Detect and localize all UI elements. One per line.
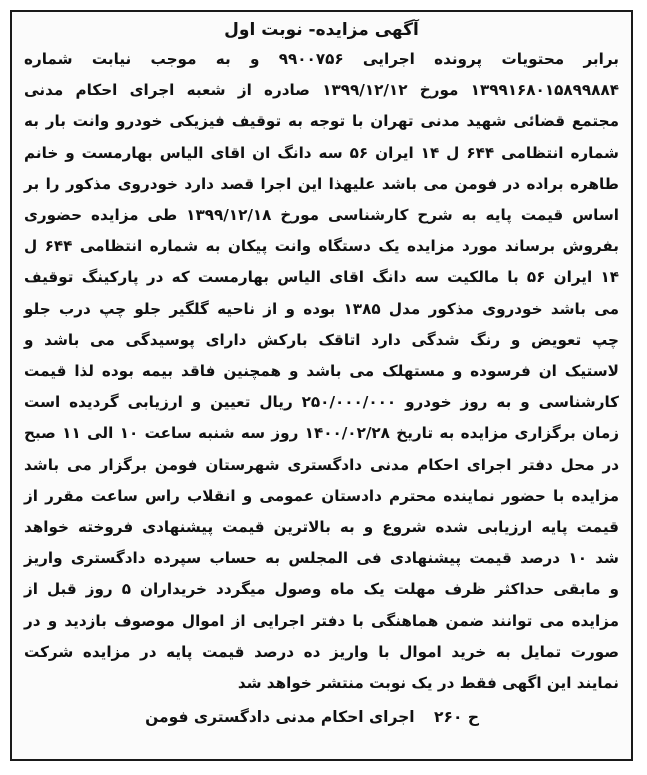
notice-signature (24, 705, 619, 729)
auction-notice (10, 10, 633, 761)
notice-line: مزایده می توانند ضمن هماهنگی با دفتر اجرایی از اموال موصوف بازدید و در (24, 611, 619, 630)
signature-issuer: اجرای احکام مدنی دادگستری فومن (145, 708, 415, 727)
notice-line: کارشناسی و به روز خودرو ۲۵۰/۰۰۰/۰۰۰ ریال تعیین و ارزیابی گردیده است (24, 393, 619, 412)
notice-title: آگهی مزایده- نوبت اول (224, 20, 419, 40)
notice-line: شد ۱۰ درصد قیمت پیشنهادی فی المجلس به حساب سپرده دادگستری واریز (24, 549, 619, 568)
notice-line: قیمت پایه ارزیابی شده شروع و به بالاترین قیمت پیشنهادی فروخته خواهد (24, 518, 619, 537)
notice-line: نمایند این اگهی فقط در یک نوبت منتشر خواهد شد (237, 674, 619, 693)
notice-line: ۱۳۹۹۱۶۸۰۱۵۸۹۹۸۸۴ مورخ ۱۳۹۹/۱۲/۱۲ صادره از شعبه اجرای احکام مدنی (24, 81, 619, 100)
notice-line: صورت تمایل به خرید اموال با واریز ده درصد قیمت پایه در مزایده شرکت (24, 642, 619, 661)
notice-line: برابر محتویات پرونده اجرایی ۹۹۰۰۷۵۶ و به موجب نیابت شماره (24, 50, 619, 68)
notice-line: اساس قیمت پایه به شرح کارشناسی مورخ ۱۳۹۹/۱۲/۱۸ طی مزایده حضوری (24, 206, 619, 225)
notice-body (24, 44, 619, 699)
notice-line: ۱۴ ایران ۵۶ با مالکیت سه دانگ اقای الیاس بهارمست که در پارکینگ توقیف (24, 268, 619, 287)
notice-line: و مابقی حداکثر ظرف مهلت یک ماه وصول میگردد خریداران ۵ روز قبل از (24, 580, 619, 599)
signature-code: ح ۲۶۰ (434, 708, 479, 727)
notice-line: زمان برگزاری مزایده به تاریخ ۱۴۰۰/۰۲/۲۸ روز سه شنبه ساعت ۱۰ الی ۱۱ صبح (24, 424, 619, 443)
notice-line: لاستیک ان فرسوده و مستهلک می باشد و همچنین فاقد بیمه بوده لذا قیمت (24, 362, 619, 381)
notice-line: بفروش برساند مورد مزایده یک دستگاه وانت پیکان به شماره انتظامی ۶۴۴ ل (24, 237, 619, 256)
notice-line: در محل دفتر اجرای احکام مدنی دادگستری شهرستان فومن برگزار می باشد (24, 455, 619, 474)
notice-line: چپ تعویض و رنگ شدگی دارد اتاقک بارکش دارای پوسیدگی می باشد و (24, 330, 619, 349)
notice-line: مجتمع قضائی شهید مدنی تهران با توجه به توقیف فیزیکی خودرو وانت بار به (24, 112, 619, 131)
notice-line: می باشد خودروی مذکور مدل ۱۳۸۵ بوده و از ناحیه گلگیر جلو چپ درب جلو (24, 299, 620, 318)
notice-line: طاهره براده در فومن می باشد علیهذا این اجرا قصد دارد خودروی مذکور را بر (24, 174, 619, 193)
notice-line: شماره انتظامی ۶۴۴ ل ۱۴ ایران ۵۶ سه دانگ ان اقای الیاس بهارمست و خانم (24, 143, 619, 162)
notice-line: مزایده با حضور نماینده محترم دادستان عمومی و انقلاب راس ساعت مقرر از (24, 486, 619, 505)
